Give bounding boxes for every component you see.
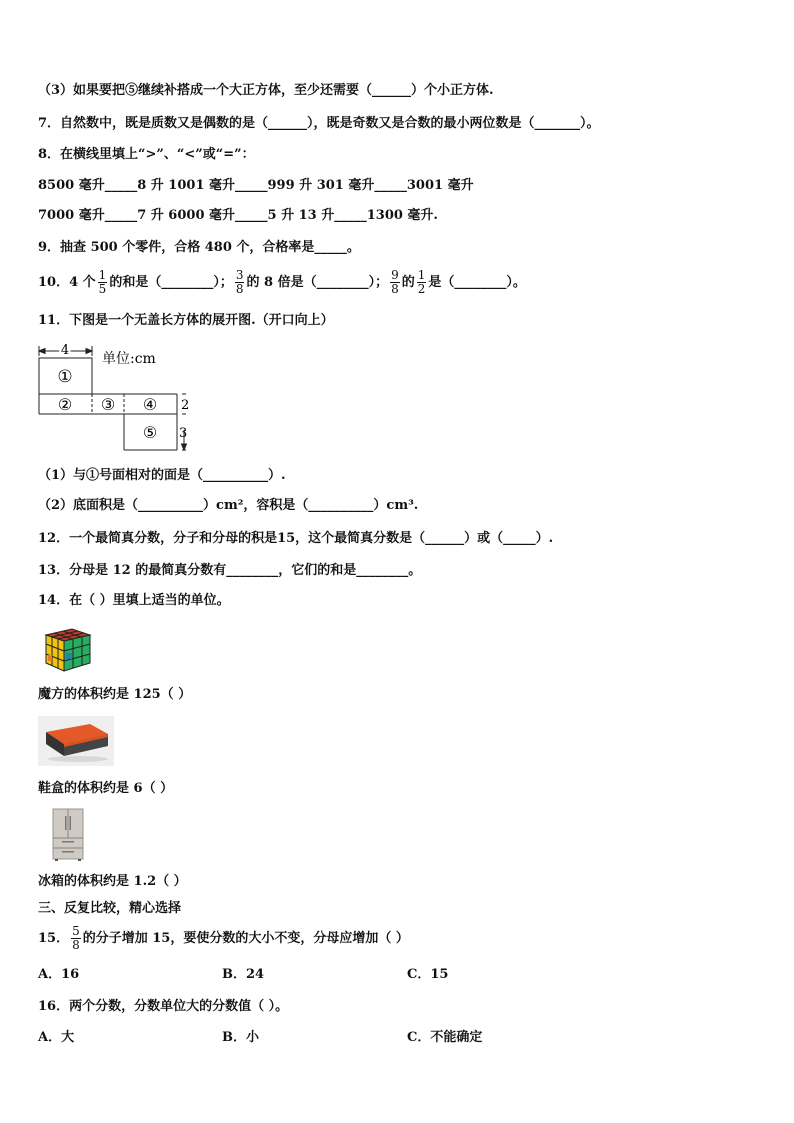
q10-fraction-2 — [235, 269, 245, 296]
face-5: ⑤ — [142, 423, 158, 442]
q11: 11．下图是一个无盖长方体的展开图.（开口向上） — [38, 313, 334, 328]
dim-right-3: 3 — [179, 426, 188, 441]
q16: 16．两个分数，分数单位大的分数值（ ）。 — [38, 999, 289, 1014]
section-3-title: 三、反复比较，精心选择 — [38, 901, 182, 916]
q10-f3-num: 9 — [391, 268, 399, 282]
face-1: ① — [57, 367, 73, 387]
q10-f1-num: 1 — [98, 268, 107, 282]
q10-f2-num: 3 — [235, 268, 244, 282]
q13: 13．分母是 12 的最简真分数有________，它们的和是________。 — [38, 563, 422, 578]
q10-f4-den: 2 — [417, 282, 426, 296]
q15-prefix: 15． — [38, 931, 70, 946]
q15 — [38, 922, 409, 956]
q14-rubiks: 魔方的体积约是 125（ ） — [38, 687, 192, 702]
q9: 9．抽查 500 个零件，合格 480 个，合格率是_____。 — [38, 240, 360, 255]
q15-frac-num: 5 — [72, 924, 80, 938]
q14: 14．在（ ）里填上适当的单位。 — [38, 593, 230, 608]
q10-f4-num: 1 — [417, 268, 426, 282]
q14-shoebox: 鞋盒的体积约是 6（ ） — [38, 781, 174, 796]
q16-option-a: A．大 — [38, 1030, 75, 1045]
q6-part3: （3）如果要把⑤继续补搭成一个大正方体，至少还需要（______）个小正方体. — [38, 83, 494, 98]
q15-option-a: A．16 — [38, 967, 80, 982]
dim-top-label: 4 — [60, 343, 70, 358]
q10-text-3: 的 8 倍是（________）； — [246, 275, 389, 290]
q10-f2-den: 8 — [235, 282, 244, 296]
q10-text-4: 的 — [401, 275, 415, 290]
q8-row1: 8500 毫升_____8 升 1001 毫升_____999 升 301 毫升_____3001 毫升 — [38, 178, 474, 193]
q7: 7．自然数中，既是质数又是偶数的是（______），既是奇数又是合数的最小两位数是（_______）。 — [38, 116, 600, 131]
face-4: ④ — [142, 395, 158, 414]
q16-option-c: C．不能确定 — [407, 1030, 483, 1045]
q10-fraction-4 — [417, 269, 427, 296]
q15-frac-den: 8 — [72, 938, 80, 952]
q11-part2: （2）底面积是（__________）cm²，容积是（__________）cm³. — [38, 498, 419, 513]
q8-row2: 7000 毫升_____7 升 6000 毫升_____5 升 13 升_____1300 毫升. — [38, 208, 438, 223]
q10 — [38, 266, 526, 300]
dim-right-2: 2 — [181, 398, 190, 413]
q10-f3-den: 8 — [391, 282, 399, 296]
q16-option-b: B．小 — [222, 1030, 259, 1045]
q10-text-2: 的和是（________）； — [109, 275, 233, 290]
rubiks-cube-icon — [42, 625, 94, 673]
q12: 12．一个最简真分数，分子和分母的积是15，这个最简真分数是（______）或（_____）. — [38, 531, 554, 546]
q15-fraction — [71, 925, 81, 952]
shoebox-icon — [38, 716, 114, 766]
face-2: ② — [57, 395, 73, 414]
q15-option-b: B．24 — [222, 967, 265, 982]
q10-text-1: 10．4 个 — [38, 275, 96, 290]
q15-option-c: C．15 — [407, 967, 449, 982]
q8-title: 8．在横线里填上“>”、“<”或“=”： — [38, 147, 255, 162]
cuboid-net-diagram — [36, 340, 216, 455]
q14-fridge: 冰箱的体积约是 1.2（ ） — [38, 874, 187, 889]
refrigerator-icon — [50, 808, 86, 862]
q11-part1: （1）与①号面相对的面是（__________）. — [38, 468, 286, 483]
face-3: ③ — [100, 395, 116, 414]
q10-fraction-3 — [390, 269, 400, 296]
q10-fraction-1 — [98, 269, 108, 296]
q15-text: 的分子增加 15，要使分数的大小不变，分母应增加（ ） — [82, 931, 409, 946]
q10-text-5: 是（________）。 — [428, 275, 526, 290]
q10-f1-den: 5 — [98, 282, 107, 296]
unit-label: 单位:cm — [102, 351, 156, 367]
